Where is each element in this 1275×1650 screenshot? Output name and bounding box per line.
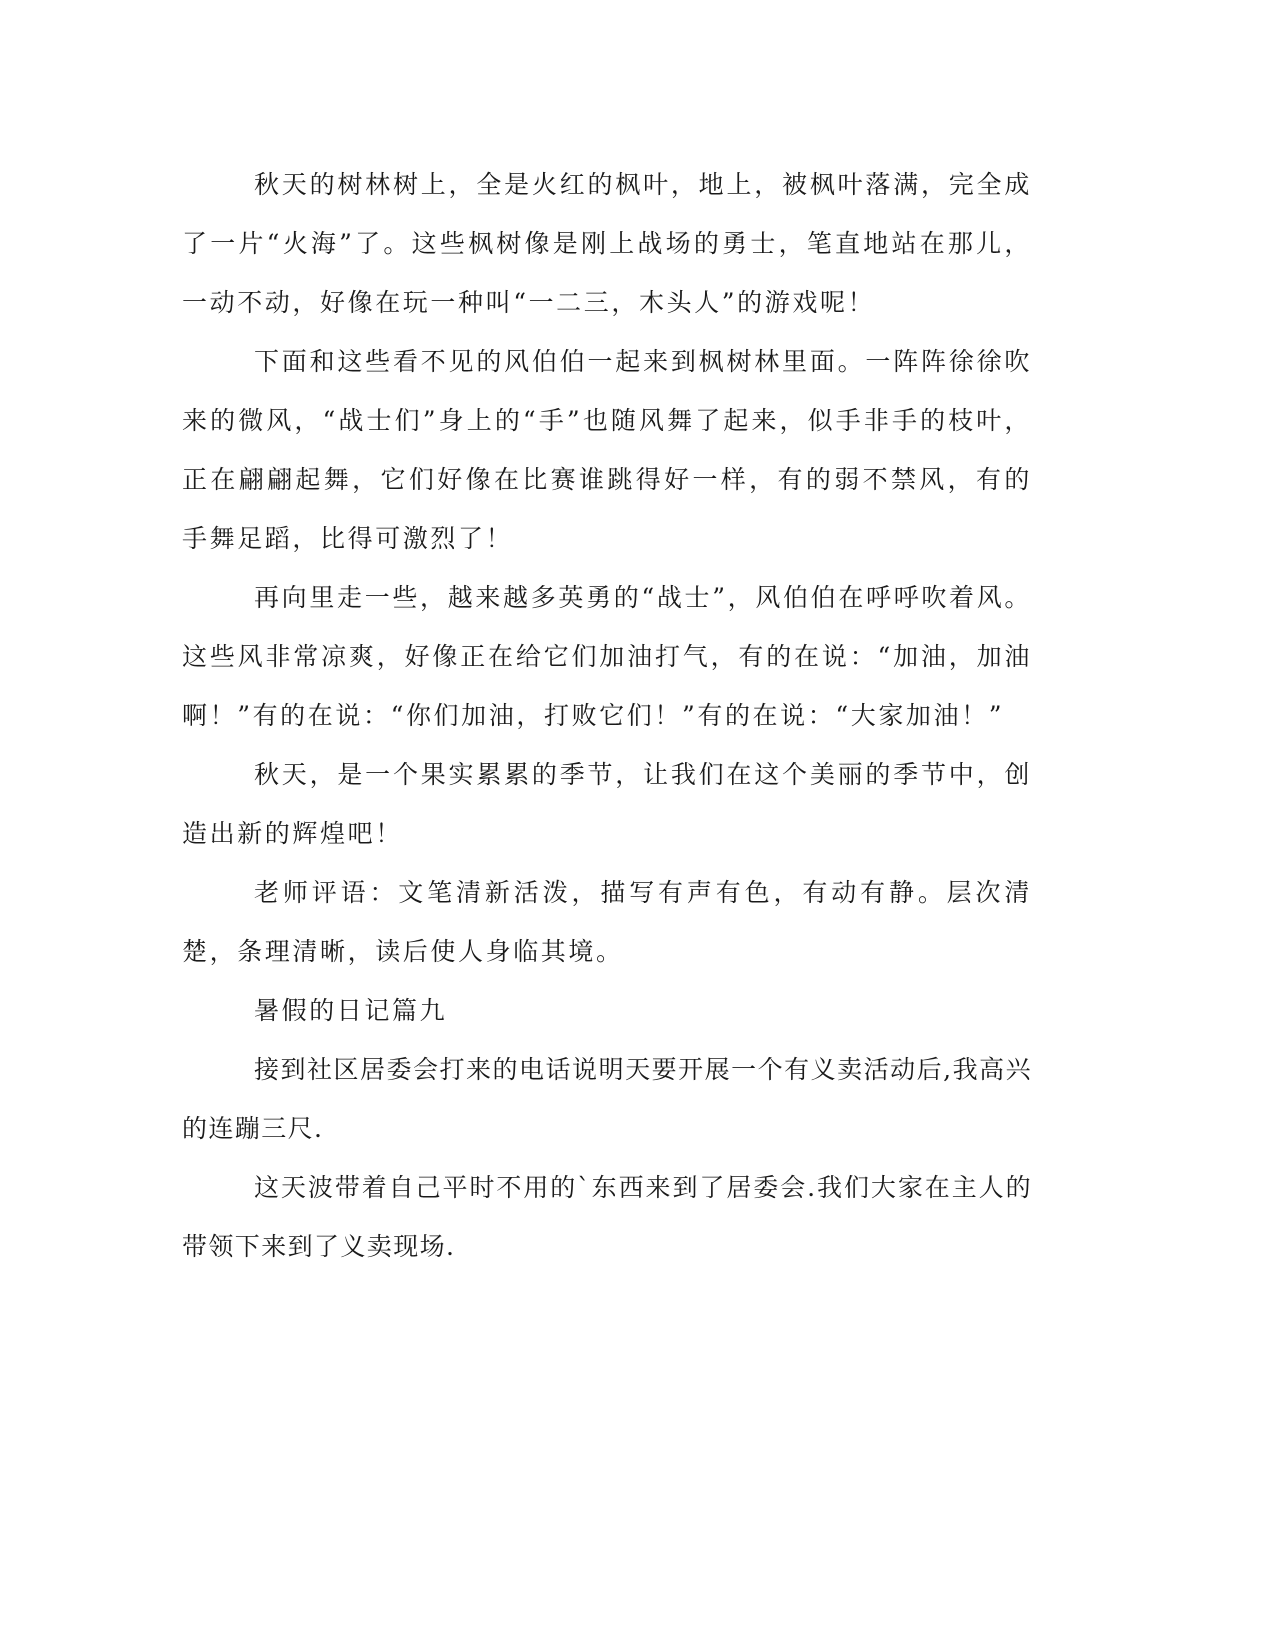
paragraph-teacher-comment: 老师评语：文笔清新活泼，描写有声有色，有动有静。层次清楚，条理清晰，读后使人身临其境。 — [182, 878, 1032, 966]
paragraph-wind: 下面和这些看不见的风伯伯一起来到枫树林里面。一阵阵徐徐吹来的微风，“战士们”身上的“手”也随风舞了起来，似手非手的枝叶，正在翩翩起舞，它们好像在比赛谁跳得好一样，有的弱不禁风，有的手舞足蹈，比得可激烈了！ — [182, 347, 1032, 553]
paragraph-harvest: 秋天，是一个果实累累的季节，让我们在这个美丽的季节中，创造出新的辉煌吧！ — [182, 760, 1032, 848]
paragraph-warriors: 再向里走一些，越来越多英勇的“战士”，风伯伯在呼呼吹着风。这些风非常凉爽，好像正在给它们加油打气，有的在说：“加油，加油啊！”有的在说：“你们加油，打败它们！”有的在说：“大家加油！” — [182, 583, 1032, 730]
paragraph-charity-sale: 这天波带着自己平时不用的`东西来到了居委会.我们大家在主人的带领下来到了义卖现场. — [182, 1173, 1032, 1261]
section-heading: 暑假的日记篇九 — [254, 996, 448, 1025]
document-page — [182, 155, 1032, 1276]
paragraph-phone-call: 接到社区居委会打来的电话说明天要开展一个有义卖活动后,我高兴的连蹦三尺. — [182, 1055, 1032, 1143]
paragraph-autumn-forest: 秋天的树林树上，全是火红的枫叶，地上，被枫叶落满，完全成了一片“火海”了。这些枫树像是刚上战场的勇士，笔直地站在那儿，一动不动，好像在玩一种叫“一二三，木头人”的游戏呢！ — [182, 170, 1032, 317]
